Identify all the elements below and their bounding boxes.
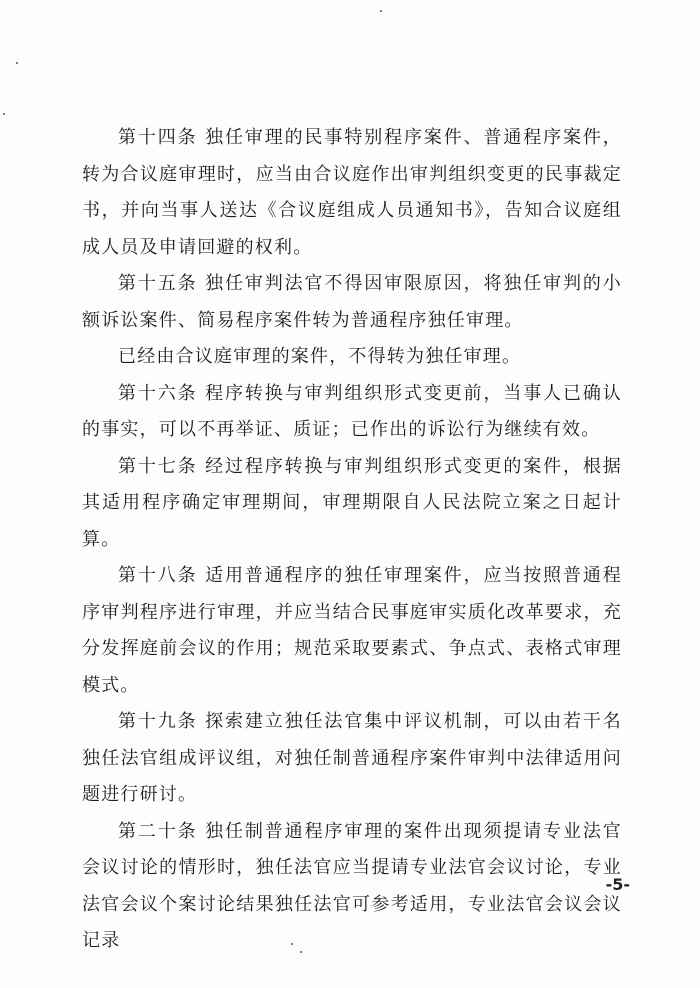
paragraph-article-19: 第十九条 探索建立独任法官集中评议机制，可以由若干名独任法官组成评议组，对独任制普通程序案件审判中法律适用问题进行研讨。 (82, 711, 622, 805)
paragraph-article-18: 第十八条 适用普通程序的独任审理案件，应当按照普通程序审判程序进行审理，并应当结合民事庭审实质化改革要求，充分发挥庭前会议的作用；规范采取要素式、争点式、表格式审理模式。 (82, 565, 622, 696)
paragraph-article-15: 第十五条 独任审判法官不得因审限原因，将独任审判的小额诉讼案件、简易程序案件转为普通程序独任审理。 (82, 273, 622, 331)
paragraph-article-17: 第十七条 经过程序转换与审判组织形式变更的案件，根据其适用程序确定审理期间，审理期限自人民法院立案之日起计算。 (82, 455, 622, 550)
paragraph-article-20: 第二十条 独任制普通程序审理的案件出现须提请专业法官会议讨论的情形时，独任法官应当提请专业法官会议讨论，专业法官会议个案讨论结果独任法官可参考适用，专业法官会议会议记录 (82, 820, 622, 951)
paragraph-article-15-continued: 已经由合议庭审理的案件，不得转为独任审理。 (118, 346, 522, 367)
scan-speck (380, 10, 382, 12)
scan-speck (16, 62, 18, 64)
document-body (82, 120, 622, 960)
paragraph-article-16: 第十六条 程序转换与审判组织形式变更前，当事人已确认的事实，可以不再举证、质证；已作出的诉讼行为继续有效。 (82, 382, 622, 440)
page-number: -5- (605, 875, 630, 894)
scan-speck (3, 113, 5, 115)
paragraph-article-14: 第十四条 独任审理的民事特别程序案件、普通程序案件，转为合议庭审理时，应当由合议庭作出审判组织变更的民事裁定书，并向当事人送达《合议庭组成人员通知书》，告知合议庭组成人员及申请回避的权利。 (82, 127, 622, 258)
